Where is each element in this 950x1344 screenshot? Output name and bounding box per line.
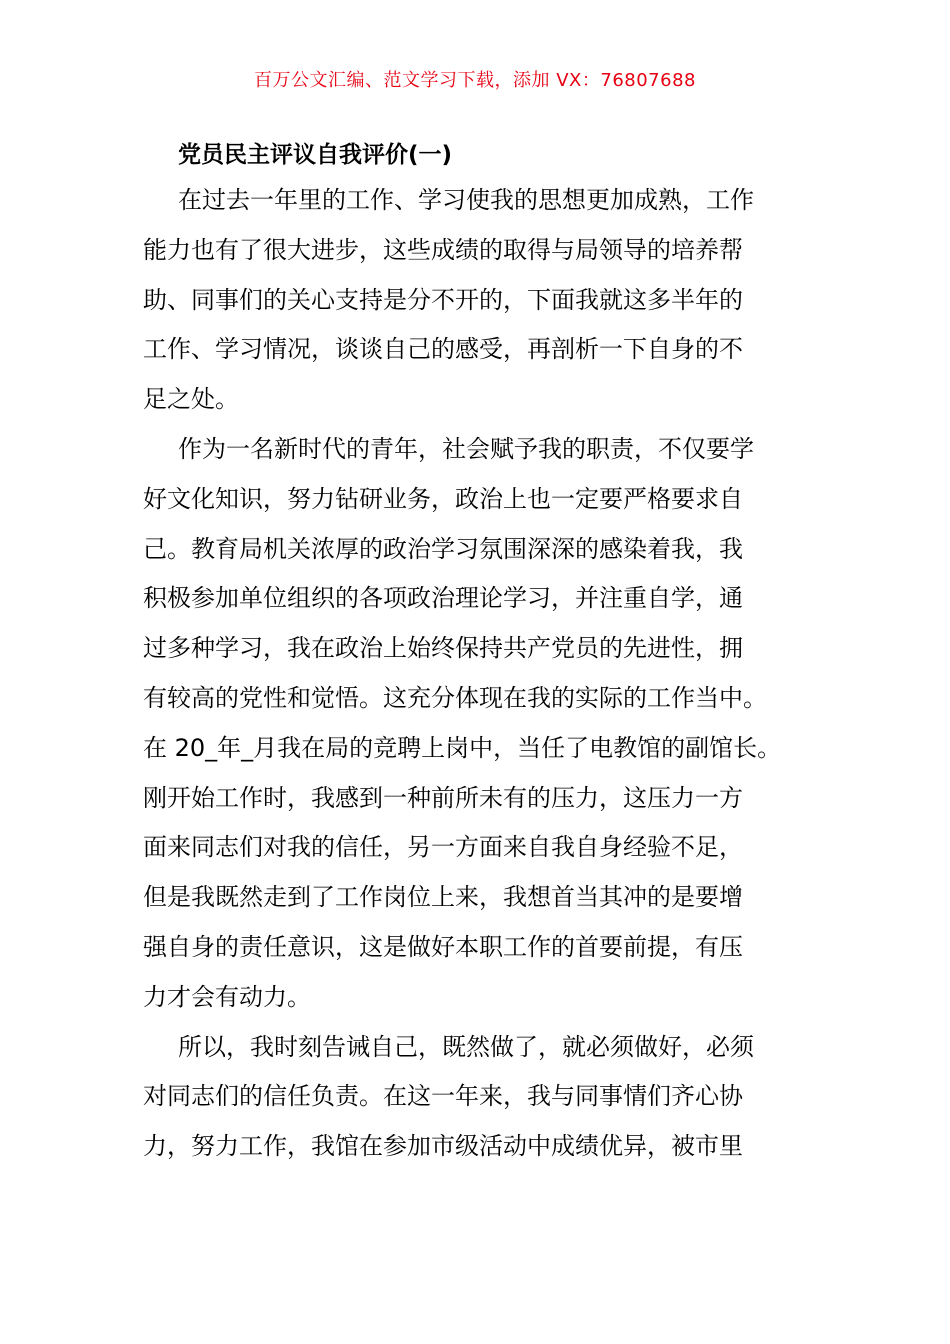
text-line: 能力也有了很大进步，这些成绩的取得与局领导的培养帮: [143, 235, 743, 264]
document-title: 党员民主评议自我评价(一): [178, 142, 453, 168]
text-line: 力才会有动力。: [143, 982, 311, 1011]
text-line: 但是我既然走到了工作岗位上来，我想首当其冲的是要增: [143, 883, 743, 912]
text-line: 所以，我时刻告诫自己，既然做了，就必须做好，必须: [178, 1032, 754, 1061]
text-line: 过多种学习，我在政治上始终保持共产党员的先进性，拥: [143, 634, 743, 663]
text-line: 己。教育局机关浓厚的政治学习氛围深深的感染着我，我: [143, 534, 743, 563]
text-line: 工作、学习情况，谈谈自己的感受，再剖析一下自身的不: [143, 335, 743, 364]
watermark-header: 百万公文汇编、范文学习下载，添加 VX：76807688: [254, 70, 696, 91]
text-line: 面来同志们对我的信任，另一方面来自我自身经验不足，: [143, 833, 743, 862]
text-line: 助、同事们的关心支持是分不开的，下面我就这多半年的: [143, 285, 743, 314]
text-line: 积极参加单位组织的各项政治理论学习，并注重自学，通: [143, 584, 743, 613]
text-line: 好文化知识，努力钻研业务，政治上也一定要严格要求自: [143, 484, 743, 513]
text-line: 强自身的责任意识，这是做好本职工作的首要前提，有压: [143, 932, 743, 961]
text-line: 在 20_年_月我在局的竞聘上岗中，当任了电教馆的副馆长。: [143, 733, 782, 762]
text-line: 在过去一年里的工作、学习使我的思想更加成熟，工作: [178, 186, 754, 214]
text-line: 刚开始工作时，我感到一种前所未有的压力，这压力一方: [143, 783, 743, 812]
text-line: 有较高的党性和觉悟。这充分体现在我的实际的工作当中。: [143, 683, 767, 712]
paragraph: [143, 425, 803, 1023]
text-line: 作为一名新时代的青年，社会赋予我的职责，不仅要学: [178, 434, 754, 463]
document-body: [143, 176, 803, 1172]
paragraph: [143, 1023, 803, 1172]
text-line: 对同志们的信任负责。在这一年来，我与同事情们齐心协: [143, 1082, 743, 1111]
text-line: 足之处。: [143, 385, 239, 414]
paragraph: [143, 176, 803, 425]
text-line: 力，努力工作，我馆在参加市级活动中成绩优异，被市里: [143, 1132, 743, 1161]
